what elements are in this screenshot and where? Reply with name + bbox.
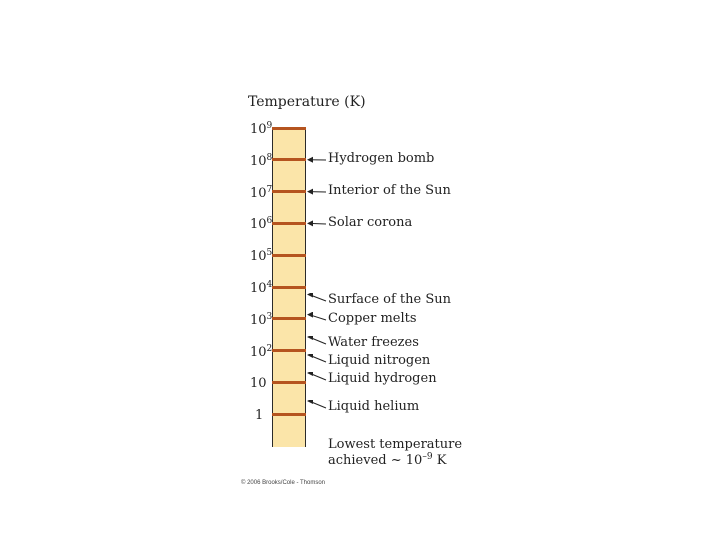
tick-mark <box>272 190 306 193</box>
tick-mark <box>272 222 306 225</box>
lowest-temperature-note <box>328 437 462 469</box>
arrow-left-icon <box>306 152 328 168</box>
annotation-label: Copper melts <box>328 311 417 326</box>
arrow-left-icon <box>306 372 328 388</box>
tick-label: $10^9$ <box>250 121 273 137</box>
arrow-left-icon <box>306 216 328 232</box>
arrow-left-icon <box>306 336 328 352</box>
tick-mark <box>272 127 306 130</box>
arrow-left-icon <box>306 184 328 200</box>
tick-mark <box>272 413 306 416</box>
annotation-label: Solar corona <box>328 215 413 230</box>
copyright-text: © 2006 Brooks/Cole - Thomson <box>241 480 326 486</box>
arrow-left-icon <box>306 400 328 416</box>
tick-label: 1 <box>255 408 264 424</box>
arrow-left-icon <box>306 293 328 309</box>
tick-mark <box>272 317 306 320</box>
lowest-line1: Lowest temperature <box>328 437 463 452</box>
tick-mark <box>272 158 306 161</box>
tick-mark <box>272 286 306 289</box>
tick-label: $10^3$ <box>250 311 273 328</box>
tick-label: 10 <box>250 376 267 392</box>
annotation-label: Water freezes <box>328 335 419 350</box>
annotation-label: Liquid nitrogen <box>328 353 431 368</box>
tick-mark <box>272 254 306 257</box>
annotation-label: Hydrogen bomb <box>328 151 435 166</box>
annotation-label: Liquid hydrogen <box>328 371 437 386</box>
arrow-left-icon <box>306 354 328 370</box>
lowest-line2: achieved ~ $10^{-9}$ K <box>328 452 447 468</box>
tick-label: $10^4$ <box>250 280 273 296</box>
scale-title: Temperature (K) <box>248 94 366 110</box>
tick-label: $10^6$ <box>250 216 273 233</box>
arrow-left-icon <box>306 312 328 328</box>
annotation-label: Liquid helium <box>328 399 420 414</box>
tick-mark <box>272 381 306 384</box>
tick-label: $10^8$ <box>250 152 273 169</box>
annotation-label: Interior of the Sun <box>328 183 451 198</box>
annotation-label: Surface of the Sun <box>328 292 452 307</box>
tick-mark <box>272 349 306 352</box>
tick-label: $10^7$ <box>250 184 273 201</box>
tick-label: $10^5$ <box>250 248 273 265</box>
tick-label: $10^2$ <box>250 343 273 360</box>
